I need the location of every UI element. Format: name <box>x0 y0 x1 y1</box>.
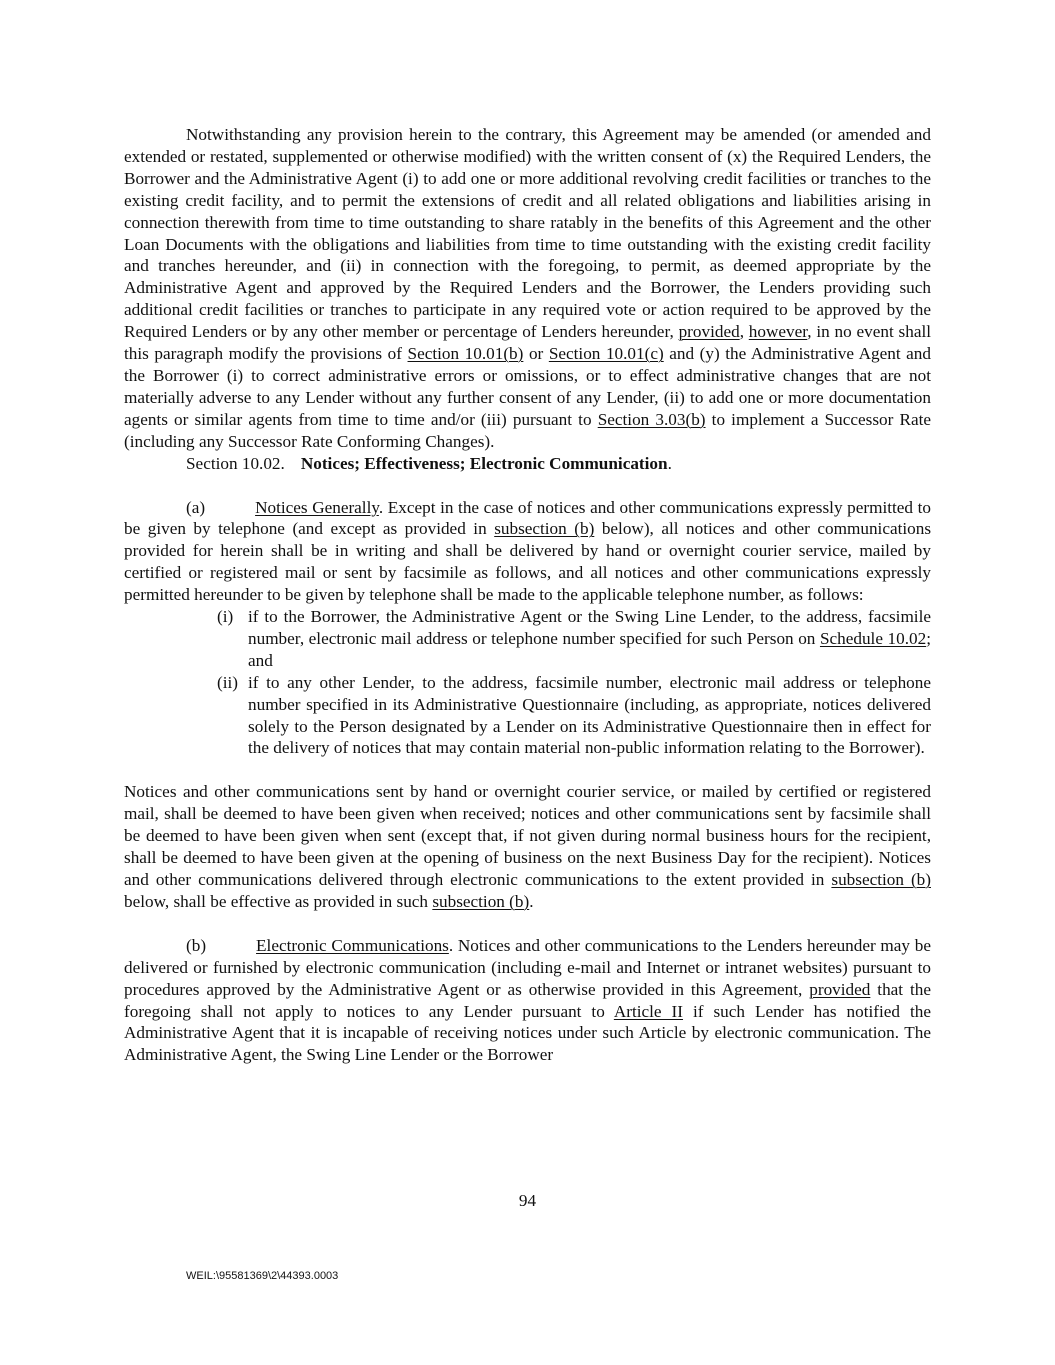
amendment-text-4: or <box>523 344 549 364</box>
subsection-a-marker: (a) <box>186 497 206 517</box>
amendment-text-2: , <box>739 322 749 342</box>
subsection-b-caption: Electronic Communications <box>256 935 449 955</box>
however-term: however <box>748 322 808 342</box>
notices-text-1: Notices and other communications sent by hand or overnight courier service, or mailed by certified or registered mail, shall be deemed to have been given when received; notices and other communications sent by facsimile shall be deemed to have been given when sent (except that, if not given during normal business hours for the recipient, shall be deemed to have been given at the opening of business on the next Business Day for the recipient). Notices and other communications delivered through electronic communications to the extent provided in <box>124 782 931 889</box>
subsection-b-text-1: . Notices and other communications to the Lenders hereunder may be delivered or furnished by electronic communication (including e-mail and Internet or intranet websites) pursuant to procedures approved by the Administrative Agent or as otherwise provided in this Agreement, <box>124 935 931 999</box>
article-ii-reference[interactable]: Article II <box>613 1001 684 1021</box>
list-item-ii-text: if to any other Lender, to the address, facsimile number, electronic mail address or telephone number specified in its Administrative Questionnaire (including, as appropriate, notices delivered solely to the Person designated by a Lender on its Administrative Questionnaire then in effect for the delivery of notices that may contain material non-public information relating to the Borrower). <box>248 672 931 758</box>
subsection-b-text-2: that the foregoing shall not apply to notices to any Lender pursuant to <box>124 979 931 1021</box>
list-item-i-marker: (i) <box>217 607 234 627</box>
subsection-a-paragraph <box>124 497 931 607</box>
subsection-b-reference[interactable]: subsection (b) <box>494 519 595 539</box>
subsection-a-caption: Notices Generally <box>255 497 379 517</box>
subsection-a-text-1: . Except in the case of notices and other communications expressly permitted to be given by telephone (and except as provided in <box>124 497 931 539</box>
subsection-a-text-2: below), all notices and other communications provided for herein shall be in writing and shall be delivered by hand or overnight courier service, mailed by certified or registered mail or sent by facsimile as follows, and all notices and other communications expressly permitted hereunder to be given by telephone shall be made to the applicable telephone number, as follows: <box>124 519 932 605</box>
section-title-period: . <box>667 453 672 473</box>
amendment-paragraph <box>124 124 931 453</box>
section-title: Notices; Effectiveness; Electronic Communication <box>300 453 668 473</box>
page-number: 94 <box>518 1191 537 1210</box>
section-10-01b-reference[interactable]: Section 10.01(b) <box>407 344 524 364</box>
document-id-footer: WEIL:\95581369\2\44393.0003 <box>186 1270 339 1282</box>
provided-term-b: provided <box>809 979 871 999</box>
amendment-text-5: and (y) the Administrative Agent and the Borrower (i) to correct administrative errors or omissions, or to effect administrative changes that are not materially adverse to any Lender without any further consent of any Lender, (ii) to add one or more documentation agents or similar agents from time to time and/or (iii) pursuant to <box>124 344 931 429</box>
list-item-ii-marker: (ii) <box>217 672 238 692</box>
list-item-i-text-2: ; and <box>248 628 931 670</box>
subsection-b-reference-2[interactable]: subsection (b) <box>432 891 530 911</box>
notices-deemed-given-paragraph <box>124 781 931 912</box>
section-number: Section 10.02. <box>186 453 285 473</box>
amendment-text-1: Notwithstanding any provision herein to the contrary, this Agreement may be amended (or amended and extended or restated, supplemented or otherwise modified) with the written consent of (x) the Required Lenders, the Borrower and the Administrative Agent (i) to add one or more additional revolving credit facilities or tranches to the existing credit facility, and to permit the extensions of credit and all related obligations and liabilities arising in connection therewith from time to time outstanding to share ratably in the benefits of this Agreement and the other Loan Documents with the obligations and liabilities from time to time outstanding with the existing credit facility and tranches hereunder, and (ii) in connection with the foregoing, to permit, as deemed appropriate by the Administrative Agent and approved by the Required Lenders and the Borrower, the Lenders providing such additional credit facilities or tranches to participate in any required vote or action required to be approved by the Required Lenders or by any other member or percentage of Lenders hereunder, <box>124 125 931 342</box>
subsection-b-text-3: if such Lender has notified the Administrative Agent that it is incapable of receiving notices under such Article by electronic communication. The Administrative Agent, the Swing Line Lender or the Borrower <box>124 1001 931 1065</box>
list-item-i <box>124 606 931 672</box>
list-item-ii <box>124 672 931 760</box>
subsection-b-paragraph <box>124 935 931 1066</box>
list-item-i-text-1: if to the Borrower, the Administrative Agent or the Swing Line Lender, to the address, facsimile number, electronic mail address or telephone number specified for such Person on <box>248 607 931 648</box>
subsection-b-reference-1[interactable]: subsection (b) <box>831 870 931 889</box>
schedule-10-02-reference[interactable]: Schedule 10.02 <box>819 628 927 648</box>
provided-term: provided <box>678 322 740 342</box>
notices-text-3: . <box>529 891 534 911</box>
section-heading <box>124 453 931 475</box>
section-10-01c-reference[interactable]: Section 10.01(c) <box>548 344 664 364</box>
amendment-text-3: , in no event shall this paragraph modify the provisions of <box>124 322 931 364</box>
document-page <box>124 124 931 1066</box>
notices-text-2: below, shall be effective as provided in such <box>124 891 433 911</box>
subsection-b-marker: (b) <box>186 935 207 955</box>
amendment-text-6: to implement a Successor Rate (including any Successor Rate Conforming Changes). <box>124 409 931 451</box>
section-3-03b-reference[interactable]: Section 3.03(b) <box>597 409 706 429</box>
